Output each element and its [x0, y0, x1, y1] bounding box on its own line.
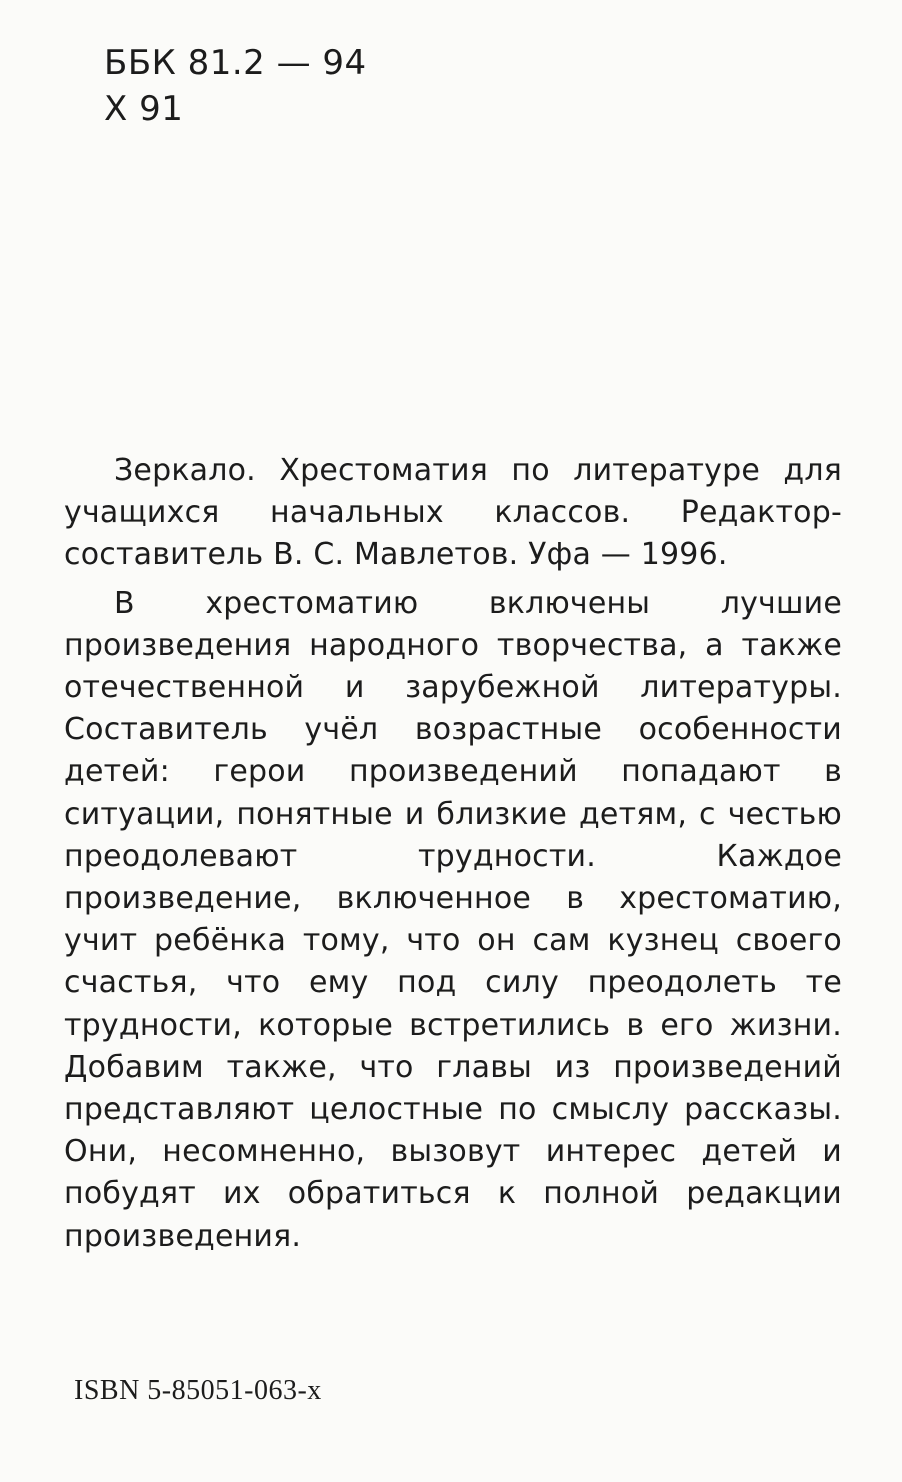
book-description: В хрестоматию включены лучшие произведения народного творчества, а также отечественной и зарубежной литературы. Составитель учёл возрастные особенности детей: герои произведений попадают в ситуации, понятные и близкие детям, с честью преодолевают трудности. Каждое произведение, включенное в хрестоматию, учит ребёнка тому, что он сам кузнец своего счастья, что ему под силу преодолеть те трудности, которые встретились в его жизни. Добавим также, что главы из произведений представляют целостные по смыслу рассказы. Они, несомненно, вызовут интерес детей и побудят их обратиться к полной редакции произведения.	[64, 585, 842, 1254]
library-classification	[104, 40, 367, 132]
bbk-code: ББК 81.2 — 94	[104, 43, 367, 83]
isbn-number: ISBN 5-85051-063-x	[74, 1375, 322, 1406]
bibliographic-citation: Зеркало. Хрестоматия по литературе для учащихся начальных классов. Редактор-составитель В. С. Мавлетов. Уфа — 1996.	[64, 453, 842, 573]
author-mark: Х 91	[104, 89, 184, 129]
annotation-block	[64, 450, 842, 1258]
